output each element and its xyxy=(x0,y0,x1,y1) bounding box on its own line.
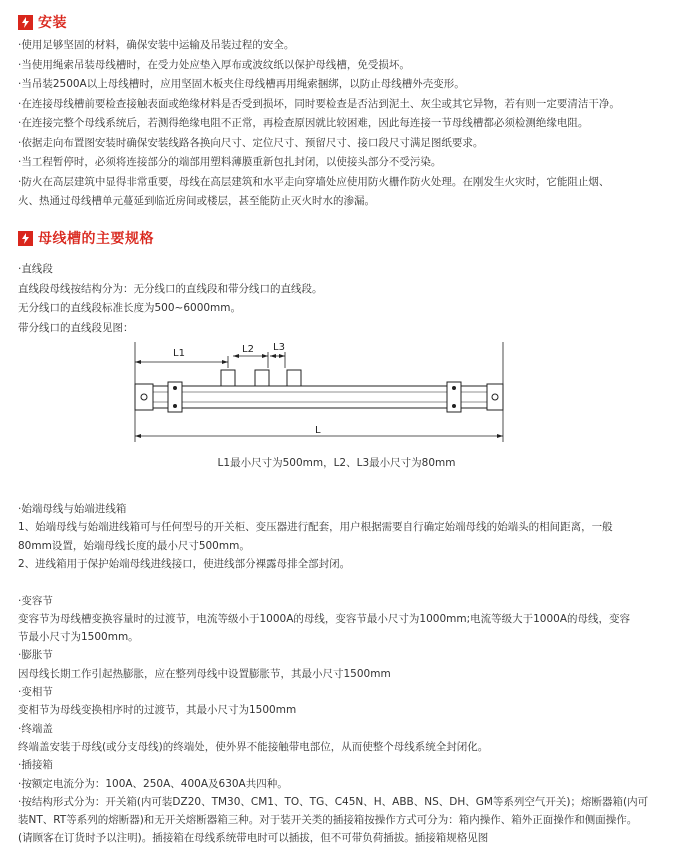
text-line: ·变相节 xyxy=(18,686,53,698)
spec-title: 母线槽的主要规格 xyxy=(38,231,154,247)
text-line: 终端盖安装于母线(或分支母线)的终端处，使外界不能接触带电部位，从而使整个母线系统全封闭化。 xyxy=(18,740,489,753)
text-line: 2、进线箱用于保护始端母线进线接口，使进线部分裸露母排全部封闭。 xyxy=(18,557,351,570)
text-line: 1、始端母线与始端进线箱可与任何型号的开关柜、变压器进行配套，用户根据需要自行确定始端母线的始端头的相间距离，一般 xyxy=(18,521,613,534)
text-line: ·在连接完整个母线系统后，若测得绝缘电阻不正常，再检查原因就比较困难，因此每连接一节母线槽都必须检测绝缘电阻。 xyxy=(18,117,589,129)
text-line: ·变容节 xyxy=(18,594,53,607)
text-line: 因母线长期工作引起热膨胀，应在整列母线中设置膨胀节，其最小尺寸1500mm xyxy=(18,667,391,680)
text-line: ·当吊装2500A以上母线槽时，应用坚固木板夹住母线槽再用绳索捆绑，以防止母线槽外壳变形。 xyxy=(18,78,465,90)
dim-l2: L2 xyxy=(242,344,254,355)
text-line: ·按结构形式分为：开关箱(内可装DZ20、TM30、CM1、TO、TG、C45N、H、ABB、NS、DH、GM等系列空气开关)；熔断器箱(内可 xyxy=(18,795,649,808)
text-line: ·直线段 xyxy=(18,263,53,275)
text-line: ·依据走向布置图安装时确保安装线路各换向尺寸、定位尺寸、预留尺寸、接口段尺寸满足图纸要求。 xyxy=(18,136,484,149)
diagram-caption: L1最小尺寸为500mm，L2、L3最小尺寸为80mm xyxy=(217,457,456,469)
text-line: ·插接箱 xyxy=(18,759,53,772)
text-line: ·按额定电流分为：100A、250A、400A及630A共四种。 xyxy=(18,777,288,790)
text-line: 80mm设置，始端母线长度的最小尺寸500mm。 xyxy=(18,539,250,552)
install-section-header xyxy=(18,12,67,32)
dim-l1: L1 xyxy=(173,348,185,359)
text-line: ·当工程暂停时，必须将连接部分的端部用塑料薄膜重新包扎封闭，以使接头部分不受污染。 xyxy=(18,156,442,168)
text-line: (请顾客在订货时予以注明)。插接箱在母线系统带电时可以插拔，但不可带负荷插拔。插接箱规格见图 xyxy=(18,832,489,845)
lightning-icon xyxy=(18,231,33,246)
text-line: 装NT、RT等系列的熔断器)和无开关熔断器箱三种。对于装开关类的插接箱按操作方式可分为：箱内操作、箱外正面操作和侧面操作。 xyxy=(18,814,638,827)
install-title: 安装 xyxy=(38,15,67,31)
straight-segment-diagram xyxy=(125,342,525,454)
text-line: ·在连接母线槽前要检查接触表面或绝缘材料是否受到损坏，同时要检查是否沾到泥土、灰尘或其它异物，若有则一定要清洁干净。 xyxy=(18,97,620,110)
text-line: 直线段母线按结构分为：无分线口的直线段和带分线口的直线段。 xyxy=(18,282,323,295)
dim-l3: L3 xyxy=(273,342,285,353)
text-line: 节最小尺寸为1500mm。 xyxy=(18,631,139,644)
text-line: ·始端母线与始端进线箱 xyxy=(18,503,127,515)
text-line: ·膨胀节 xyxy=(18,649,53,662)
text-line: 带分线口的直线段见图： xyxy=(18,321,134,334)
text-line: 火、热通过母线槽单元蔓延到临近房间或楼层，甚至能防止灭火时水的渗漏。 xyxy=(18,195,375,207)
text-line: 变容节为母线槽变换容量时的过渡节，电流等级小于1000A的母线，变容节最小尺寸为1000mm;电流等级大于1000A的母线，变容 xyxy=(18,612,631,625)
text-line: 无分线口的直线段标准长度为500~6000mm。 xyxy=(18,302,242,314)
spec-section-header xyxy=(18,228,154,248)
text-line: ·终端盖 xyxy=(18,722,53,735)
text-line: ·使用足够坚固的材料，确保安装中运输及吊装过程的安全。 xyxy=(18,39,295,51)
text-line: 变相节为母线变换相序时的过渡节，其最小尺寸为1500mm xyxy=(18,704,297,717)
dim-l: L xyxy=(315,425,321,436)
text-line: ·当使用绳索吊装母线槽时，在受力处应垫入厚布或波纹纸以保护母线槽，免受损坏。 xyxy=(18,58,410,71)
lightning-icon xyxy=(18,15,33,30)
text-line: ·防火在高层建筑中显得非常重要，母线在高层建筑和水平走向穿墙处应使用防火栅作防火处理。在刚发生火灾时，它能阻止烟、 xyxy=(18,175,610,188)
